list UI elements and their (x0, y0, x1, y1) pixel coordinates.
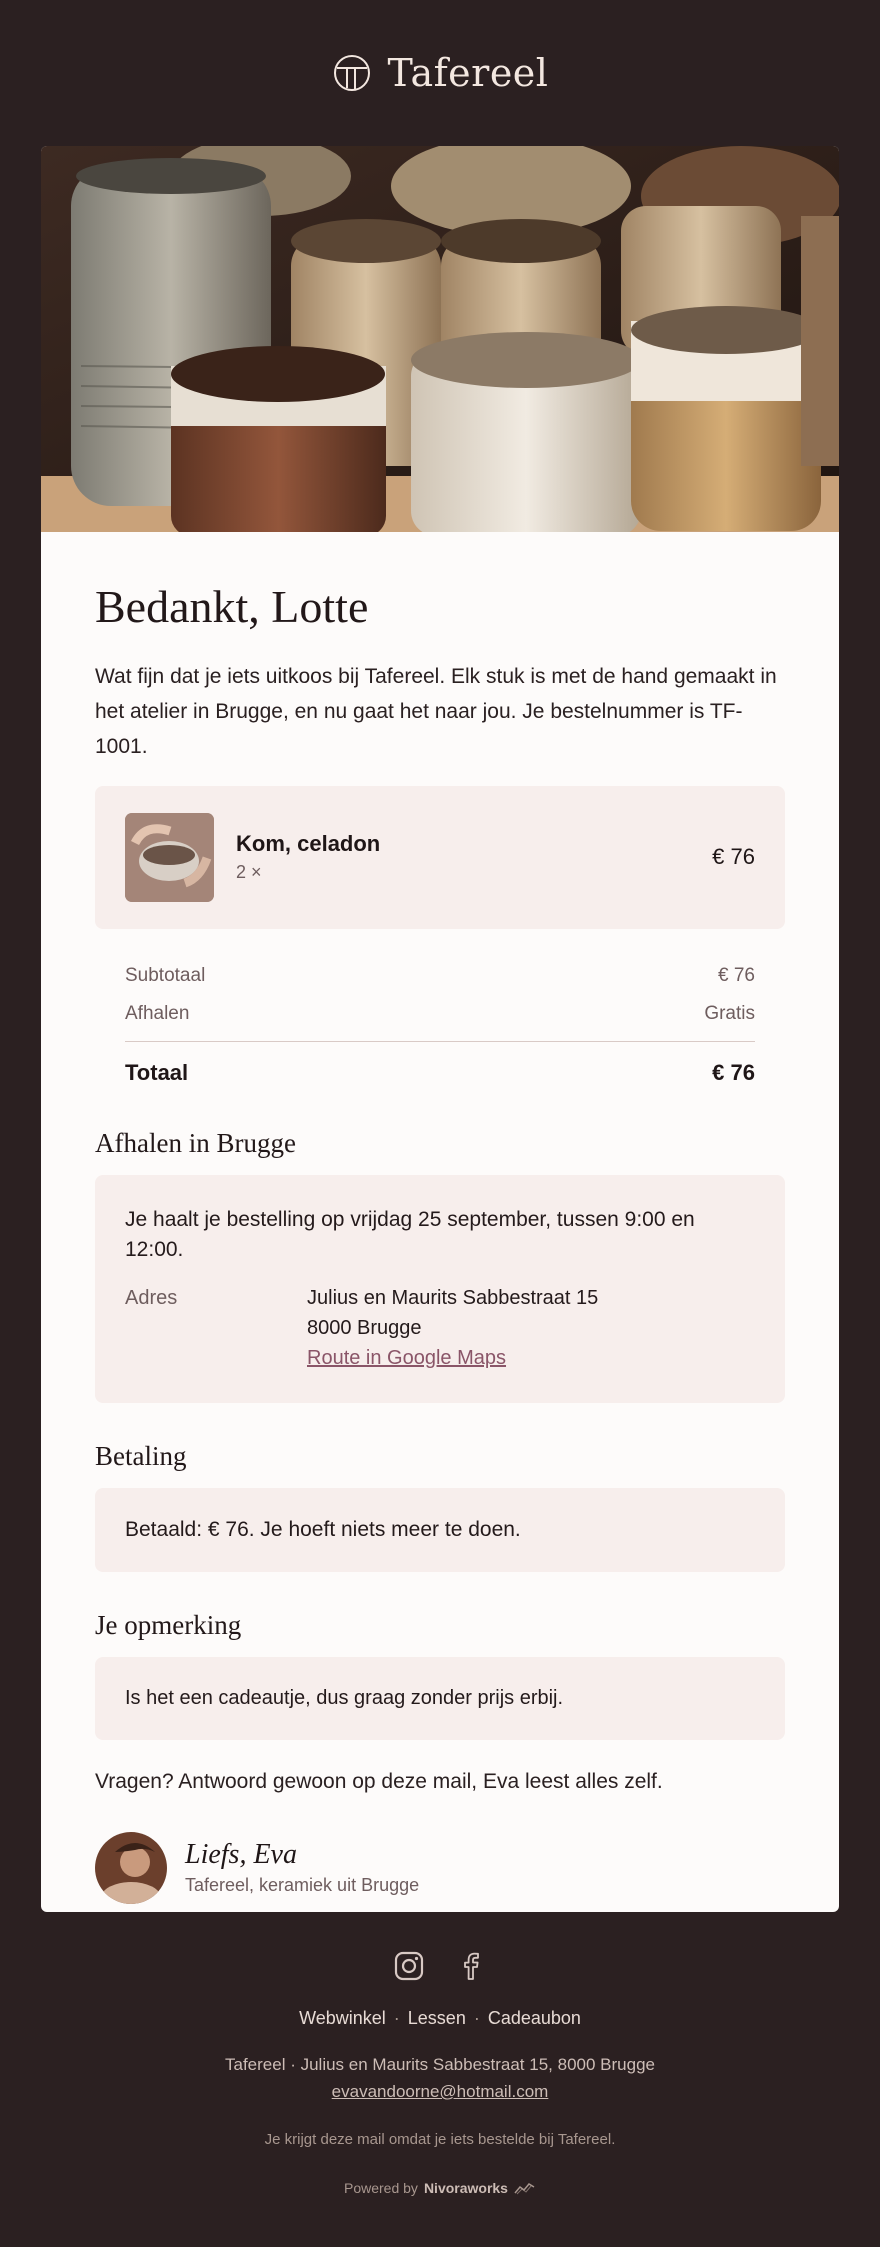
google-maps-link[interactable]: Route in Google Maps (307, 1346, 507, 1369)
address-lines (307, 1283, 598, 1373)
order-totals (95, 929, 785, 1092)
subtotal-label: Subtotaal (125, 964, 206, 986)
footer-links (0, 2008, 880, 2029)
brand-name: Tafereel (387, 51, 549, 95)
payment-text: Betaald: € 76. Je hoeft niets meer te doen. (125, 1517, 521, 1541)
pickup-cost-label: Afhalen (125, 1002, 190, 1024)
address-line2: 8000 Brugge (307, 1316, 422, 1339)
address-label: Adres (125, 1286, 178, 1309)
footer-address-block (0, 2051, 880, 2105)
subtotal-value: € 76 (718, 964, 755, 986)
email-footer (0, 1912, 880, 2196)
pickup-title: Afhalen in Brugge (95, 1127, 296, 1158)
note-title: Je opmerking (95, 1609, 242, 1640)
link-separator: · (473, 2008, 480, 2028)
order-confirmation-card (41, 146, 839, 1912)
footer-address: Tafereel · Julius en Maurits Sabbestraat 15, 8000 Brugge (225, 2055, 655, 2074)
intro-text: Wat fijn dat je iets uitkoos bij Tafereel. Elk stuk is met de hand gemaakt in het atelier in Brugge, en nu gaat het naar jou. Je bestelnummer is TF-1001. (95, 664, 777, 758)
note-text: Is het een cadeautje, dus graag zonder prijs erbij. (125, 1686, 564, 1709)
nivoraworks-logo-icon (514, 2181, 536, 2195)
signoff-text (185, 1839, 419, 1896)
footer-link-lessen[interactable]: Lessen (407, 2008, 466, 2028)
totals-divider (125, 1041, 755, 1042)
link-separator: · (393, 2008, 400, 2028)
signoff (95, 1832, 785, 1904)
order-item (95, 786, 785, 929)
signoff-name: Liefs, Eva (185, 1839, 297, 1871)
bowl-product-photo (125, 813, 214, 902)
question-text: Vragen? Antwoord gewoon op deze mail, Eva leest alles zelf. (95, 1769, 663, 1793)
note-info (95, 1657, 785, 1740)
total-row (125, 1054, 755, 1092)
payment-title: Betaling (95, 1440, 187, 1471)
instagram-icon[interactable] (393, 1950, 425, 1982)
payment-info (95, 1488, 785, 1572)
footer-note: Je krijgt deze mail omdat je iets bestelde bij Tafereel. (264, 2131, 616, 2148)
ceramic-mugs-photo (41, 146, 839, 532)
pickup-text: Je haalt je bestelling op vrijdag 25 september, tussen 9:00 en 12:00. (125, 1207, 695, 1261)
pickup-cost-value: Gratis (704, 1002, 755, 1024)
address-row (125, 1283, 755, 1373)
order-item-details (236, 831, 712, 883)
item-price: € 76 (712, 844, 755, 870)
powered-prefix: Powered by (344, 2180, 418, 2196)
footer-link-webwinkel[interactable]: Webwinkel (299, 2008, 386, 2028)
total-label: Totaal (125, 1059, 189, 1085)
powered-brand: Nivoraworks (423, 2180, 508, 2196)
item-quantity: 2 × (236, 862, 262, 883)
tafereel-logo-icon (332, 53, 372, 93)
signoff-subtitle: Tafereel, keramiek uit Brugge (185, 1875, 420, 1896)
greeting-heading: Bedankt, Lotte (95, 581, 369, 632)
footer-email-link[interactable]: evavandoorne@hotmail.com (331, 2082, 549, 2101)
address-line1: Julius en Maurits Sabbestraat 15 (307, 1286, 599, 1309)
email-header (0, 0, 880, 146)
social-links (0, 1950, 880, 1982)
pickup-cost-row (125, 995, 755, 1033)
facebook-icon[interactable] (455, 1950, 487, 1982)
subtotal-row (125, 957, 755, 995)
total-value: € 76 (712, 1059, 755, 1085)
footer-link-cadeaubon[interactable]: Cadeaubon (487, 2008, 581, 2028)
pickup-info (95, 1175, 785, 1403)
item-name: Kom, celadon (236, 831, 381, 857)
email-content (41, 532, 839, 1904)
avatar (95, 1832, 167, 1904)
powered-by[interactable] (0, 2180, 880, 2196)
